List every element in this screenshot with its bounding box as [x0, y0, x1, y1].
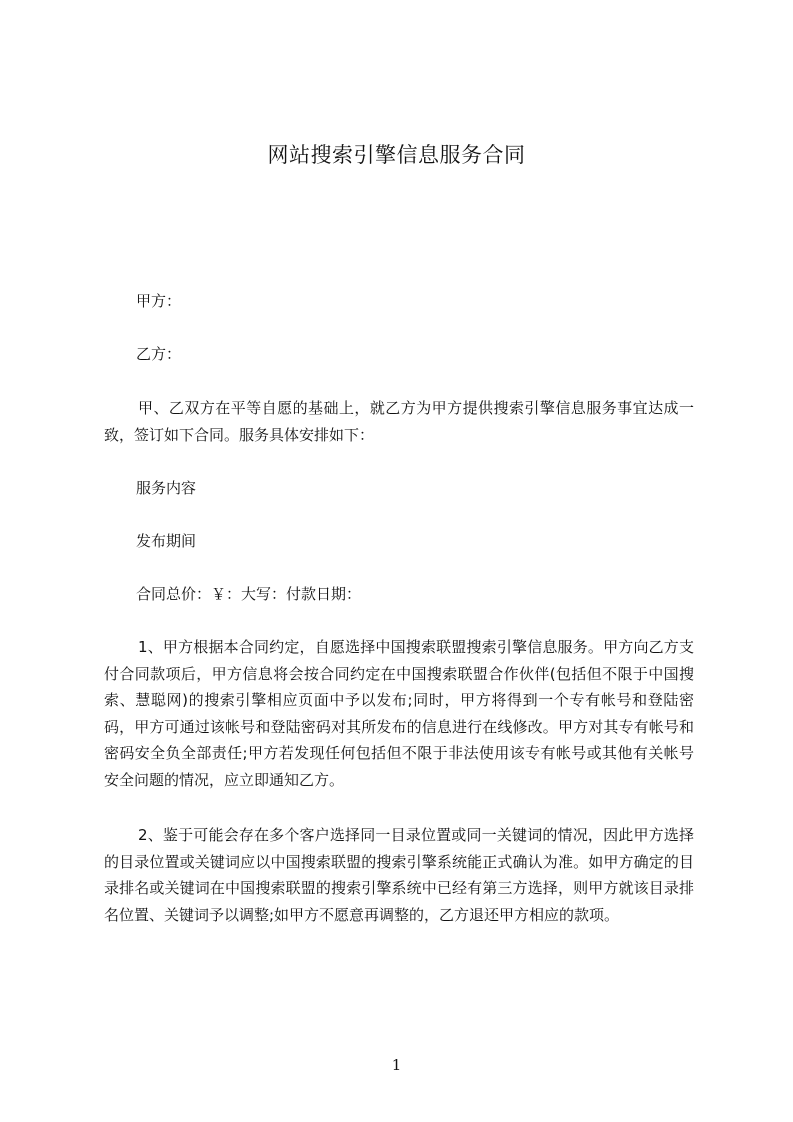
clause-2-paragraph: 2、鉴于可能会存在多个客户选择同一目录位置或同一关键词的情况，因此甲方选择的目录位置或关键词应以中国搜索联盟的搜索引擎系统能正式确认为准。如甲方确定的目录排名或关键词在中国搜索联盟的搜索引擎系统中已经有第三方选择，则甲方就该目录排名位置、关键词予以调整;如甲方不愿意再调整的，乙方退还甲方相应的款项。	[104, 826, 694, 924]
intro-paragraph: 甲、乙双方在平等自愿的基础上，就乙方为甲方提供搜索引擎信息服务事宜达成一致，签订如下合同。服务具体安排如下：	[104, 399, 694, 444]
party-a-label: 甲方：	[136, 292, 182, 310]
total-price-line: 合同总价：￥：大写：付款日期：	[136, 585, 362, 603]
document-title: 网站搜索引擎信息服务合同	[267, 143, 526, 167]
publish-period-label: 发布期间	[136, 532, 197, 550]
clause-1-paragraph: 1、甲方根据本合同约定，自愿选择中国搜索联盟搜索引擎信息服务。甲方向乙方支付合同款项后，甲方信息将会按合同约定在中国搜索联盟合作伙伴(包括但不限于中国搜索、慧聪网)的搜索引擎相应页面中予以发布;同时，甲方将得到一个专有帐号和登陆密码，甲方可通过该帐号和登陆密码对其所发布的信息进行在线修改。甲方对其专有帐号和密码安全负全部责任;甲方若发现任何包括但不限于非法使用该专有帐号或其他有关帐号安全问题的情况，应立即通知乙方。	[104, 638, 694, 789]
party-b-label: 乙方：	[136, 345, 182, 363]
service-content-label: 服务内容	[136, 479, 197, 497]
page-number: 1	[391, 1056, 402, 1074]
